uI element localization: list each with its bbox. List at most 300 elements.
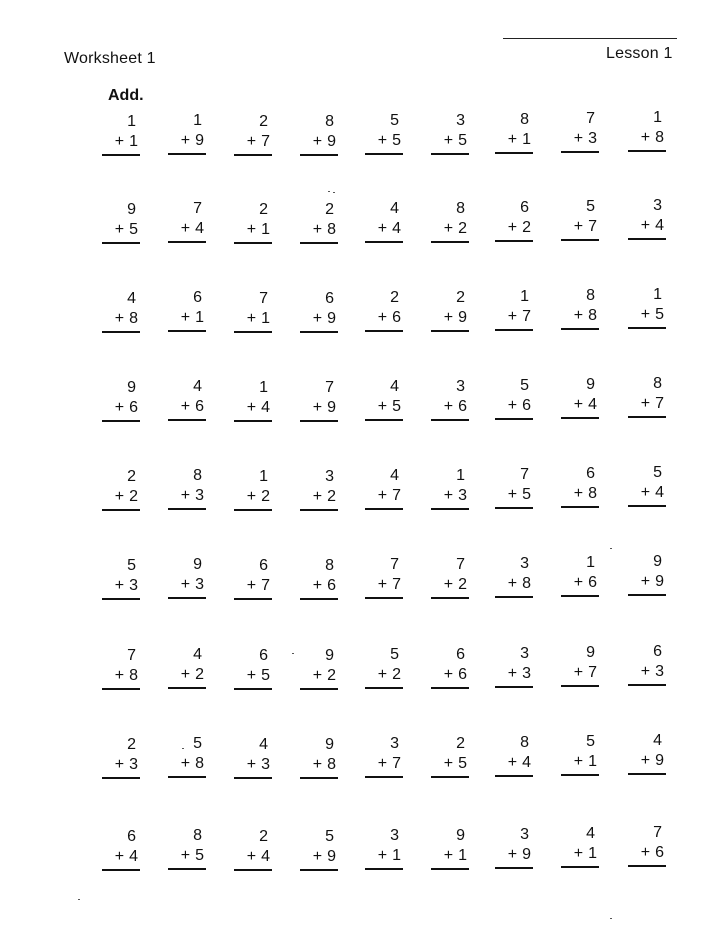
- plus-sign: +: [507, 846, 518, 863]
- addend-top: 5: [653, 464, 662, 481]
- plus-sign: +: [443, 847, 454, 864]
- answer-line: [495, 240, 533, 242]
- plus-sign: +: [377, 576, 388, 593]
- answer-line: [561, 685, 599, 687]
- problem-item: [102, 828, 142, 874]
- plus-sign: +: [312, 756, 323, 773]
- plus-sign: +: [377, 132, 388, 149]
- addend-bottom-row: [641, 129, 664, 147]
- problem-item: [431, 378, 471, 424]
- answer-line: [561, 866, 599, 868]
- answer-line: [234, 154, 272, 156]
- plus-sign: +: [640, 129, 651, 146]
- problem-item: [561, 198, 601, 244]
- addend-top: 6: [325, 290, 334, 307]
- addend-bottom-row: [378, 398, 401, 416]
- addend-top: 3: [520, 826, 529, 843]
- addend-bottom: 6: [588, 574, 597, 591]
- plus-sign: +: [507, 754, 518, 771]
- addend-bottom: 8: [129, 310, 138, 327]
- answer-line: [431, 330, 469, 332]
- answer-line: [168, 241, 206, 243]
- addend-bottom: 9: [327, 399, 336, 416]
- addend-top: 4: [390, 378, 399, 395]
- answer-line: [234, 869, 272, 871]
- addend-top: 2: [259, 828, 268, 845]
- addend-top: 4: [193, 378, 202, 395]
- addend-top: 2: [390, 289, 399, 306]
- problem-item: [234, 468, 274, 514]
- answer-line: [168, 687, 206, 689]
- problem-item: [365, 646, 405, 692]
- problem-item: [300, 828, 340, 874]
- problem-item: [168, 646, 208, 692]
- addend-bottom: 9: [327, 848, 336, 865]
- plus-sign: +: [114, 310, 125, 327]
- addend-top: 5: [586, 198, 595, 215]
- addend-bottom: 2: [129, 488, 138, 505]
- addend-bottom: 5: [129, 221, 138, 238]
- scan-speck: [610, 918, 612, 919]
- addend-top: 8: [520, 111, 529, 128]
- addend-top: 2: [456, 289, 465, 306]
- worksheet-title: Worksheet 1: [64, 50, 156, 67]
- problem-item: [495, 734, 535, 780]
- addend-bottom: 8: [588, 485, 597, 502]
- problem-item: [168, 289, 208, 335]
- addend-top: 1: [127, 113, 136, 130]
- addend-top: 4: [127, 290, 136, 307]
- answer-line: [365, 241, 403, 243]
- problem-item: [561, 733, 601, 779]
- addend-top: 9: [127, 379, 136, 396]
- addend-top: 3: [520, 645, 529, 662]
- problem-item: [495, 555, 535, 601]
- answer-line: [234, 777, 272, 779]
- addend-bottom: 9: [522, 846, 531, 863]
- addend-top: 3: [325, 468, 334, 485]
- answer-line: [365, 687, 403, 689]
- name-line: [503, 38, 677, 39]
- plus-sign: +: [640, 217, 651, 234]
- plus-sign: +: [377, 755, 388, 772]
- addend-top: 2: [456, 735, 465, 752]
- addend-bottom-row: [444, 220, 467, 238]
- problem-item: [300, 290, 340, 336]
- addend-bottom: 2: [261, 488, 270, 505]
- addend-bottom: 8: [522, 575, 531, 592]
- addend-bottom: 9: [655, 752, 664, 769]
- addend-bottom-row: [115, 848, 138, 866]
- addend-top: 5: [193, 735, 202, 752]
- answer-line: [495, 867, 533, 869]
- addend-top: 2: [127, 468, 136, 485]
- problem-item: [495, 826, 535, 872]
- answer-line: [365, 153, 403, 155]
- problem-item: [495, 645, 535, 691]
- lesson-title: Lesson 1: [606, 45, 673, 62]
- addend-top: 4: [586, 825, 595, 842]
- addend-top: 8: [325, 113, 334, 130]
- addend-top: 4: [259, 736, 268, 753]
- plus-sign: +: [180, 398, 191, 415]
- plus-sign: +: [573, 753, 584, 770]
- problem-item: [102, 290, 142, 336]
- plus-sign: +: [377, 487, 388, 504]
- addend-top: 6: [653, 643, 662, 660]
- answer-line: [561, 506, 599, 508]
- addend-bottom: 2: [327, 667, 336, 684]
- plus-sign: +: [312, 221, 323, 238]
- addend-bottom-row: [115, 221, 138, 239]
- addend-bottom: 1: [195, 309, 204, 326]
- problem-item: [431, 200, 471, 246]
- answer-line: [495, 152, 533, 154]
- addend-top: 9: [193, 556, 202, 573]
- problem-item: [628, 109, 668, 155]
- addend-bottom-row: [508, 486, 531, 504]
- problem-item: [431, 467, 471, 513]
- addend-bottom: 3: [588, 130, 597, 147]
- plus-sign: +: [507, 486, 518, 503]
- problem-item: [431, 735, 471, 781]
- answer-line: [561, 328, 599, 330]
- addend-top: 7: [127, 647, 136, 664]
- addend-bottom-row: [181, 576, 204, 594]
- answer-line: [300, 509, 338, 511]
- problem-item: [234, 647, 274, 693]
- problem-item: [365, 289, 405, 335]
- plus-sign: +: [507, 665, 518, 682]
- addend-top: 3: [390, 735, 399, 752]
- problem-item: [561, 376, 601, 422]
- plus-sign: +: [246, 399, 257, 416]
- addend-top: 8: [456, 200, 465, 217]
- addend-top: 8: [520, 734, 529, 751]
- addend-top: 1: [193, 112, 202, 129]
- addend-bottom: 5: [261, 667, 270, 684]
- answer-line: [102, 777, 140, 779]
- plus-sign: +: [443, 487, 454, 504]
- addend-bottom: 4: [655, 484, 664, 501]
- addend-top: 7: [520, 466, 529, 483]
- addend-top: 9: [127, 201, 136, 218]
- addend-bottom-row: [508, 308, 531, 326]
- addend-bottom: 7: [261, 577, 270, 594]
- addend-bottom: 3: [195, 576, 204, 593]
- problem-item: [365, 200, 405, 246]
- addend-top: 1: [520, 288, 529, 305]
- plus-sign: +: [246, 310, 257, 327]
- addend-bottom: 7: [392, 576, 401, 593]
- problem-item: [168, 467, 208, 513]
- answer-line: [365, 508, 403, 510]
- addend-bottom: 6: [392, 309, 401, 326]
- answer-line: [234, 509, 272, 511]
- addend-top: 4: [193, 646, 202, 663]
- answer-line: [168, 153, 206, 155]
- answer-line: [628, 150, 666, 152]
- problem-item: [561, 554, 601, 600]
- answer-line: [300, 242, 338, 244]
- answer-line: [300, 688, 338, 690]
- answer-line: [628, 773, 666, 775]
- problem-item: [628, 286, 668, 332]
- addend-bottom: 9: [195, 132, 204, 149]
- addend-bottom: 9: [327, 310, 336, 327]
- addend-bottom: 2: [327, 488, 336, 505]
- problem-item: [300, 113, 340, 159]
- addend-bottom: 3: [129, 756, 138, 773]
- problem-item: [102, 379, 142, 425]
- answer-line: [431, 419, 469, 421]
- addend-bottom: 4: [129, 848, 138, 865]
- answer-line: [234, 688, 272, 690]
- addend-bottom: 6: [522, 397, 531, 414]
- addend-top: 4: [653, 732, 662, 749]
- problem-item: [234, 557, 274, 603]
- addend-bottom-row: [247, 488, 270, 506]
- problem-item: [365, 467, 405, 513]
- addend-bottom-row: [444, 309, 467, 327]
- problem-item: [168, 735, 208, 781]
- answer-line: [495, 596, 533, 598]
- addend-bottom: 1: [261, 221, 270, 238]
- addend-top: 7: [193, 200, 202, 217]
- answer-line: [495, 507, 533, 509]
- answer-line: [431, 776, 469, 778]
- answer-line: [234, 242, 272, 244]
- addend-bottom-row: [247, 399, 270, 417]
- answer-line: [561, 595, 599, 597]
- problem-item: [300, 736, 340, 782]
- answer-line: [234, 598, 272, 600]
- plus-sign: +: [246, 133, 257, 150]
- addend-bottom-row: [641, 573, 664, 591]
- addend-bottom-row: [508, 397, 531, 415]
- plus-sign: +: [246, 756, 257, 773]
- addend-bottom-row: [247, 133, 270, 151]
- plus-sign: +: [443, 220, 454, 237]
- answer-line: [168, 508, 206, 510]
- addend-top: 6: [456, 646, 465, 663]
- addend-bottom-row: [378, 132, 401, 150]
- plus-sign: +: [640, 395, 651, 412]
- plus-sign: +: [312, 488, 323, 505]
- problem-item: [628, 464, 668, 510]
- addend-bottom-row: [444, 398, 467, 416]
- scan-speck: [333, 192, 335, 193]
- addend-top: 7: [456, 556, 465, 573]
- problem-item: [628, 732, 668, 778]
- addend-bottom: 2: [522, 219, 531, 236]
- addend-bottom: 5: [458, 132, 467, 149]
- plus-sign: +: [114, 221, 125, 238]
- problem-item: [300, 379, 340, 425]
- problem-item: [102, 113, 142, 159]
- addend-bottom-row: [641, 395, 664, 413]
- plus-sign: +: [312, 577, 323, 594]
- addend-bottom: 7: [655, 395, 664, 412]
- answer-line: [168, 868, 206, 870]
- addend-bottom: 7: [261, 133, 270, 150]
- plus-sign: +: [443, 309, 454, 326]
- addend-top: 5: [520, 377, 529, 394]
- addend-bottom-row: [181, 487, 204, 505]
- problem-item: [102, 201, 142, 247]
- addend-bottom-row: [574, 130, 597, 148]
- addend-bottom-row: [574, 574, 597, 592]
- addend-bottom-row: [181, 398, 204, 416]
- addend-bottom: 1: [458, 847, 467, 864]
- plus-sign: +: [573, 307, 584, 324]
- problem-item: [431, 556, 471, 602]
- answer-line: [431, 153, 469, 155]
- addend-bottom-row: [313, 399, 336, 417]
- plus-sign: +: [507, 131, 518, 148]
- problem-item: [495, 288, 535, 334]
- answer-line: [102, 154, 140, 156]
- answer-line: [628, 865, 666, 867]
- problem-item: [561, 110, 601, 156]
- addend-top: 9: [586, 376, 595, 393]
- addend-top: 6: [259, 647, 268, 664]
- addend-bottom: 6: [327, 577, 336, 594]
- plus-sign: +: [640, 573, 651, 590]
- plus-sign: +: [312, 848, 323, 865]
- plus-sign: +: [312, 310, 323, 327]
- addend-bottom: 1: [392, 847, 401, 864]
- addend-bottom-row: [378, 755, 401, 773]
- addend-bottom-row: [378, 847, 401, 865]
- addend-bottom: 4: [655, 217, 664, 234]
- problem-item: [300, 468, 340, 514]
- problem-item: [168, 200, 208, 246]
- addend-top: 2: [325, 201, 334, 218]
- addend-bottom: 1: [261, 310, 270, 327]
- problem-item: [234, 828, 274, 874]
- plus-sign: +: [114, 848, 125, 865]
- answer-line: [431, 868, 469, 870]
- addend-bottom-row: [247, 577, 270, 595]
- plus-sign: +: [180, 847, 191, 864]
- addend-top: 5: [127, 557, 136, 574]
- plus-sign: +: [443, 576, 454, 593]
- problem-item: [431, 827, 471, 873]
- addend-top: 7: [390, 556, 399, 573]
- plus-sign: +: [180, 309, 191, 326]
- answer-line: [102, 242, 140, 244]
- addend-bottom: 4: [261, 848, 270, 865]
- addend-top: 5: [586, 733, 595, 750]
- scan-speck: [182, 748, 184, 749]
- addend-bottom-row: [247, 310, 270, 328]
- answer-line: [561, 239, 599, 241]
- addend-bottom-row: [313, 848, 336, 866]
- answer-line: [365, 776, 403, 778]
- problem-item: [495, 111, 535, 157]
- addend-bottom-row: [181, 755, 204, 773]
- problem-item: [168, 378, 208, 424]
- problem-item: [628, 375, 668, 421]
- addend-bottom: 1: [129, 133, 138, 150]
- addend-top: 2: [127, 736, 136, 753]
- addend-bottom-row: [508, 219, 531, 237]
- addend-bottom: 1: [522, 131, 531, 148]
- plus-sign: +: [573, 845, 584, 862]
- problem-item: [561, 465, 601, 511]
- problem-item: [365, 556, 405, 602]
- problem-item: [102, 736, 142, 782]
- addend-top: 8: [653, 375, 662, 392]
- answer-line: [168, 419, 206, 421]
- addend-bottom-row: [247, 848, 270, 866]
- addend-bottom-row: [313, 310, 336, 328]
- addend-bottom-row: [508, 665, 531, 683]
- addend-bottom-row: [313, 133, 336, 151]
- answer-line: [234, 420, 272, 422]
- addend-bottom-row: [641, 217, 664, 235]
- answer-line: [495, 329, 533, 331]
- addend-bottom-row: [574, 753, 597, 771]
- answer-line: [431, 508, 469, 510]
- addend-top: 7: [259, 290, 268, 307]
- addend-bottom-row: [313, 221, 336, 239]
- addend-top: 8: [193, 467, 202, 484]
- addend-bottom-row: [378, 220, 401, 238]
- plus-sign: +: [377, 309, 388, 326]
- addend-bottom: 3: [129, 577, 138, 594]
- addend-bottom: 1: [588, 753, 597, 770]
- problem-item: [234, 736, 274, 782]
- problem-item: [365, 378, 405, 424]
- answer-line: [102, 331, 140, 333]
- addend-top: 1: [586, 554, 595, 571]
- addend-top: 1: [456, 467, 465, 484]
- addend-top: 3: [390, 827, 399, 844]
- addend-bottom: 5: [392, 398, 401, 415]
- addend-top: 9: [325, 647, 334, 664]
- addend-bottom-row: [574, 307, 597, 325]
- addend-bottom: 9: [458, 309, 467, 326]
- plus-sign: +: [443, 666, 454, 683]
- addend-bottom-row: [313, 756, 336, 774]
- addend-bottom: 4: [195, 220, 204, 237]
- addend-bottom-row: [115, 399, 138, 417]
- plus-sign: +: [573, 396, 584, 413]
- answer-line: [495, 775, 533, 777]
- addend-top: 6: [586, 465, 595, 482]
- addend-top: 7: [653, 824, 662, 841]
- addend-bottom-row: [641, 663, 664, 681]
- plus-sign: +: [180, 487, 191, 504]
- plus-sign: +: [443, 755, 454, 772]
- addend-bottom-row: [574, 664, 597, 682]
- answer-line: [168, 597, 206, 599]
- addend-top: 4: [390, 200, 399, 217]
- problem-item: [628, 553, 668, 599]
- plus-sign: +: [114, 488, 125, 505]
- addend-bottom-row: [115, 667, 138, 685]
- plus-sign: +: [180, 576, 191, 593]
- answer-line: [561, 774, 599, 776]
- addend-bottom-row: [444, 755, 467, 773]
- plus-sign: +: [180, 666, 191, 683]
- scan-speck: [292, 653, 294, 654]
- plus-sign: +: [573, 664, 584, 681]
- problem-item: [234, 113, 274, 159]
- answer-line: [300, 420, 338, 422]
